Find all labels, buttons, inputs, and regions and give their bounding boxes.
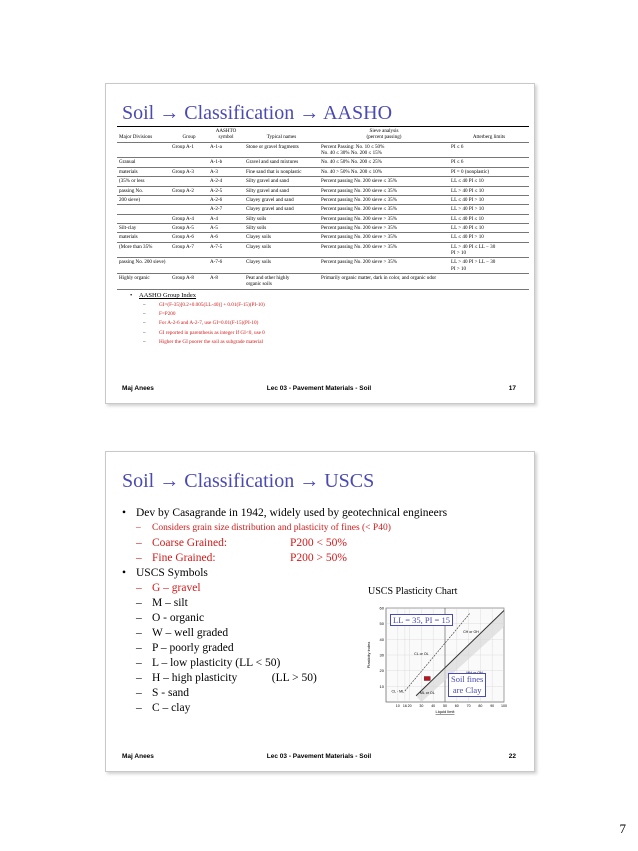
symbol-cell: A-1-a xyxy=(208,142,244,158)
footer-author: Maj Anees xyxy=(122,753,154,760)
header-symbol: AASHTO symbol xyxy=(208,127,244,143)
list-item: – W – well graded xyxy=(136,627,229,639)
header-sieve: Sieve analysis (percent passing) xyxy=(319,127,449,143)
major-division-cell: materials xyxy=(117,233,170,242)
symbol-cell: A-2-6 xyxy=(208,195,244,204)
atterberg-cell: LL > 40 PI ≤ LL − 30 PI > 10 xyxy=(449,242,529,258)
major-division-cell: 200 sieve) xyxy=(117,195,170,204)
typical-name-cell: Silty soils xyxy=(244,223,319,232)
typical-name-cell: Fine sand that is nonplastic xyxy=(244,167,319,176)
x-tick-label: 16 xyxy=(402,704,407,708)
atterberg-cell: LL ≤ 40 PI > 10 xyxy=(449,195,529,204)
x-tick-label: 10 xyxy=(395,704,400,708)
typical-name-cell: Clayey soils xyxy=(244,258,319,274)
footer-author: Maj Anees xyxy=(122,385,154,392)
slide-uscs xyxy=(105,451,535,772)
footer-slide-number: 22 xyxy=(508,753,516,760)
header-atterberg: Atterberg limits xyxy=(449,127,529,143)
typical-name-cell: Silty gravel and sand xyxy=(244,186,319,195)
x-tick-label: 40 xyxy=(431,704,436,708)
typical-name-cell: Clayey gravel and sand xyxy=(244,205,319,214)
sieve-cell: Percent passing No. 200 sieve ≤ 35% xyxy=(319,205,449,214)
symbol-cell: A-5 xyxy=(208,223,244,232)
typical-name-cell: Clayey soils xyxy=(244,242,319,258)
list-item: • USCS Symbols xyxy=(122,567,208,579)
footer-slide-number: 17 xyxy=(508,385,516,392)
atterberg-cell: PI = 0 (nonplastic) xyxy=(449,167,529,176)
atterberg-cell: LL ≤ 40 PI > 10 xyxy=(449,233,529,242)
region-label: CL or OL xyxy=(414,652,429,656)
header-names: Typical names xyxy=(244,127,319,143)
major-division-cell: (35% or less xyxy=(117,177,170,186)
y-axis-label: Plasticity index xyxy=(366,641,371,669)
chart-title: USCS Plasticity Chart xyxy=(368,586,458,597)
x-tick-label: 100 xyxy=(501,704,507,708)
table-row xyxy=(117,195,529,204)
y-tick-label: 30 xyxy=(379,652,384,658)
typical-name-cell: Clayey gravel and sand xyxy=(244,195,319,204)
y-tick-label: 60 xyxy=(379,605,384,611)
list-item: – H – high plasticity (LL > 50) xyxy=(136,672,317,684)
major-division-cell: Highly organic xyxy=(117,274,170,290)
sieve-cell: Percent passing No. 200 sieve > 35% xyxy=(319,233,449,242)
slide-title: Soil → Classification → AASHO xyxy=(122,102,393,124)
table-row xyxy=(117,142,529,158)
group-cell: Group A-4 xyxy=(170,214,208,223)
typical-name-cell: Silty gravel and sand xyxy=(244,177,319,186)
x-tick-label: 30 xyxy=(419,704,424,708)
group-cell xyxy=(170,195,208,204)
list-item: – Coarse Grained: P200 < 50% xyxy=(136,537,347,549)
list-item: – G – gravel xyxy=(136,582,201,594)
highlight-point xyxy=(424,677,430,681)
y-tick-label: 20 xyxy=(379,668,384,674)
atterberg-cell: LL > 40 PI ≤ 10 xyxy=(449,223,529,232)
list-item: – M – silt xyxy=(136,597,188,609)
sieve-cell: Primarily organic matter, dark in color, and organic odor xyxy=(319,274,449,290)
table-row xyxy=(117,205,529,214)
y-tick-label: 10 xyxy=(379,683,384,689)
footer-course: Lec 03 - Pavement Materials - Soil xyxy=(266,753,372,760)
group-cell: Group A-7 xyxy=(170,242,208,258)
x-tick-label: 20 xyxy=(407,704,412,708)
sieve-cell: Percent passing No. 200 sieve > 35% xyxy=(319,258,449,274)
table-row xyxy=(117,223,529,232)
major-division-cell: passing No. 200 sieve) xyxy=(117,258,170,274)
atterberg-cell: LL > 40 PI ≤ 10 xyxy=(449,186,529,195)
annotation-soil-fines: Soil fines are Clay xyxy=(448,673,486,697)
list-item: – F=P200 xyxy=(143,311,176,318)
sieve-cell: Percent passing No. 200 sieve > 35% xyxy=(319,242,449,258)
sieve-cell: Percent passing No. 200 sieve > 35% xyxy=(319,214,449,223)
atterberg-cell: LL > 40 PI > 10 xyxy=(449,205,529,214)
region-label: CL - ML xyxy=(391,689,405,694)
list-item: – For A-2-6 and A-2-7, use GI=0.01(F-15)(PI-10) xyxy=(143,320,259,327)
major-division-cell: passing No. xyxy=(117,186,170,195)
table-row xyxy=(117,242,529,258)
group-cell xyxy=(170,177,208,186)
header-major: Major Divisions xyxy=(117,127,170,143)
aasho-table xyxy=(117,126,529,290)
table-row xyxy=(117,167,529,176)
atterberg-cell xyxy=(449,274,529,290)
table-header-row xyxy=(117,127,529,143)
table-row xyxy=(117,258,529,274)
header-group: Group xyxy=(170,127,208,143)
x-tick-label: 70 xyxy=(466,704,471,708)
symbol-cell: A-2-5 xyxy=(208,186,244,195)
list-item: – GI=(F-35)[0.2+0.005(LL-40)] + 0.01(F-15)(PI-10) xyxy=(143,302,265,308)
x-tick-label: 60 xyxy=(454,704,459,708)
sieve-cell: Percent passing No. 200 sieve ≤ 35% xyxy=(319,186,449,195)
table-row xyxy=(117,274,529,290)
typical-name-cell: Gravel and sand mixtures xyxy=(244,158,319,167)
symbol-cell: A-2-7 xyxy=(208,205,244,214)
symbol-cell: A-6 xyxy=(208,233,244,242)
atterberg-cell: LL ≤ 40 PI ≤ 10 xyxy=(449,177,529,186)
x-axis-label: Liquid limit xyxy=(435,709,455,714)
list-item: – GI reported in parenthesis as integer If GI<0, use 0 xyxy=(143,329,265,336)
list-item: – Fine Grained: P200 > 50% xyxy=(136,552,347,564)
slide-footer xyxy=(122,385,516,395)
list-item: – Considers grain size distribution and plasticity of fines (< P40) xyxy=(136,523,391,533)
list-item: • Dev by Casagrande in 1942, widely used by geotechnical engineers xyxy=(122,507,448,519)
symbol-cell: A-3 xyxy=(208,167,244,176)
table-row xyxy=(117,214,529,223)
group-cell: Group A-1 xyxy=(170,142,208,158)
list-item: – L – low plasticity (LL < 50) xyxy=(136,657,281,669)
symbol-cell: A-2-4 xyxy=(208,177,244,186)
group-index-heading: • AASHO Group Index xyxy=(130,292,197,299)
group-cell: Group A-3 xyxy=(170,167,208,176)
group-index-list xyxy=(130,292,265,348)
table-row xyxy=(117,158,529,167)
atterberg-cell: PI ≤ 6 xyxy=(449,142,529,158)
x-tick-label: 90 xyxy=(490,704,495,708)
major-division-cell: Silt-clay xyxy=(117,223,170,232)
major-division-cell: (More than 35% xyxy=(117,242,170,258)
group-cell: Group A-2 xyxy=(170,186,208,195)
typical-name-cell: Peat and other highly organic soils xyxy=(244,274,319,290)
x-tick-label: 50 xyxy=(443,704,447,708)
table-row xyxy=(117,233,529,242)
major-division-cell: materials xyxy=(117,167,170,176)
symbol-cell: A-4 xyxy=(208,214,244,223)
typical-name-cell: Stone or gravel fragments xyxy=(244,142,319,158)
region-label: ML or OL xyxy=(419,691,435,696)
y-tick-label: 50 xyxy=(379,621,384,627)
slide-title: Soil → Classification → USCS xyxy=(122,470,375,492)
list-item: – P – poorly graded xyxy=(136,642,234,654)
slide-footer xyxy=(122,753,516,763)
sieve-cell: Percent Passing: No. 10 ≤ 50% No. 40 ≤ 30% No. 200 ≤ 15% xyxy=(319,142,449,158)
major-division-cell xyxy=(117,142,170,158)
typical-name-cell: Silty soils xyxy=(244,214,319,223)
table-row xyxy=(117,186,529,195)
group-cell xyxy=(170,158,208,167)
list-item: – O - organic xyxy=(136,612,205,624)
table-row xyxy=(117,177,529,186)
slide-aasho xyxy=(105,83,535,404)
symbol-cell: A-8 xyxy=(208,274,244,290)
atterberg-cell: PI ≤ 6 xyxy=(449,158,529,167)
page-number: 7 xyxy=(619,821,626,836)
footer-course: Lec 03 - Pavement Materials - Soil xyxy=(266,385,372,392)
sieve-cell: No. 40 ≤ 50% No. 200 ≤ 25% xyxy=(319,158,449,167)
atterberg-cell: LL > 40 PI > LL − 30 PI > 10 xyxy=(449,258,529,274)
group-cell xyxy=(170,205,208,214)
sieve-cell: Percent passing No. 200 sieve ≤ 35% xyxy=(319,195,449,204)
sieve-cell: Percent passing No. 200 sieve > 35% xyxy=(319,223,449,232)
group-cell: Group A-5 xyxy=(170,223,208,232)
annotation-ll-pi: LL = 35, PI = 15 xyxy=(390,614,453,626)
list-item: – C – clay xyxy=(136,702,191,714)
list-item: – S - sand xyxy=(136,687,190,699)
group-cell xyxy=(170,258,208,274)
group-cell: Group A-8 xyxy=(170,274,208,290)
region-label: CH or OH xyxy=(463,630,479,635)
sieve-cell: No. 40 > 50% No. 200 ≤ 10% xyxy=(319,167,449,176)
atterberg-cell: LL ≤ 40 PI ≤ 10 xyxy=(449,214,529,223)
typical-name-cell: Clayey soils xyxy=(244,233,319,242)
major-division-cell xyxy=(117,214,170,223)
symbol-cell: A-7-5 xyxy=(208,242,244,258)
x-tick-label: 80 xyxy=(478,704,483,708)
major-division-cell: Granual xyxy=(117,158,170,167)
list-item: – Higher the GI poorer the soil as subgrade material xyxy=(143,338,264,345)
major-division-cell xyxy=(117,205,170,214)
sieve-cell: Percent passing No. 200 sieve ≤ 35% xyxy=(319,177,449,186)
group-cell: Group A-6 xyxy=(170,233,208,242)
y-tick-label: 40 xyxy=(379,636,384,642)
symbol-cell: A-7-6 xyxy=(208,258,244,274)
symbol-cell: A-1-b xyxy=(208,158,244,167)
